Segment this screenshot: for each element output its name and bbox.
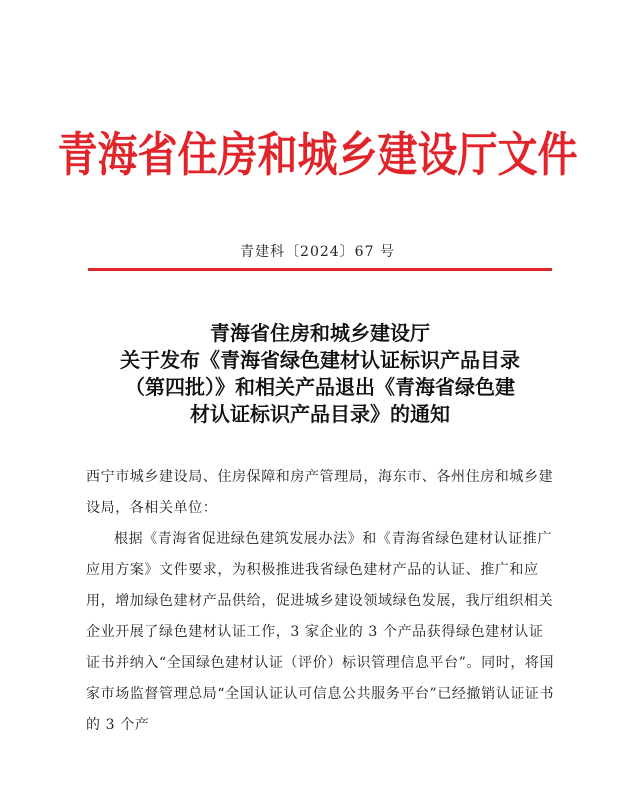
document-number: 青建科〔2024〕67 号 [240, 244, 395, 260]
body-paragraph-1: 根据《青海省促进绿色建筑发展办法》和《青海省绿色建材认证推广应用方案》文件要求，为积极推进我省绿色建材产品的认证、推广和应用，增加绿色建材产品供给，促进城乡建设领域绿色发展，我厅组织相关企业开展了绿色建材认证工作，3 家企业的 3 个产品获得绿色建材认证证书并纳入“全国绿色建材认证（评价）标识管理信息平台”。同时，将国家市场监督管理总局“全国认证认可信息公共服务平台”已经撤销认证证书的 3 个产 [86, 531, 555, 733]
notice-title-line-2: 关于发布《青海省绿色建材认证标识产品目录 [120, 348, 520, 372]
notice-title [70, 320, 570, 428]
notice-title-line-1: 青海省住房和城乡建设厅 [210, 321, 430, 345]
notice-title-line-4: 材认证标识产品目录》的通知 [190, 402, 450, 426]
red-divider-rule [88, 268, 552, 271]
notice-title-line-3: （第四批）》和相关产品退出《青海省绿色建 [125, 375, 515, 399]
addressee-paragraph: 西宁市城乡建设局、住房保障和房产管理局，海东市、各州住房和城乡建设局，各相关单位： [86, 469, 554, 516]
issuer-banner: 青海省住房和城乡建设厅文件 [57, 127, 578, 183]
notice-body [86, 462, 556, 741]
